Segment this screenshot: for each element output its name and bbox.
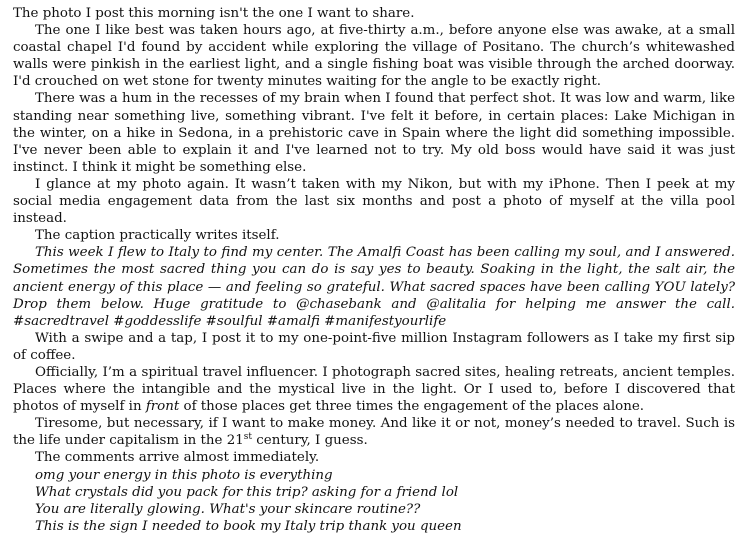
influencer-text-b: of those places get three times the engagement of the places alone. bbox=[179, 399, 645, 415]
paragraph-comments-intro: The comments arrive almost immediately. bbox=[35, 450, 320, 466]
influencer-emphasis: front bbox=[145, 399, 180, 415]
comment-line: omg your energy in this photo is everything bbox=[35, 467, 333, 483]
paragraph-caption-intro: The caption practically writes itself. bbox=[35, 228, 280, 244]
paragraph-capitalism bbox=[13, 415, 735, 449]
paragraph-chapel-photo: The one I like best was taken hours ago, at five-thirty a.m., before anyone else was awake, at a small coastal chapel I'd found by accident while exploring the village of Positano. The church’s whitewashed walls were pinkish in the earliest light, and a single fishing boat was visible through the arched doorway. I'd crouched on wet stone for twenty minutes waiting for the angle to be exactly right. bbox=[13, 23, 735, 90]
paragraph-post: With a swipe and a tap, I post it to my one-point-five million Instagram followers as I take my first sip of coffee. bbox=[13, 330, 735, 363]
paragraph-glance: I glance at my photo again. It wasn’t taken with my Nikon, but with my iPhone. Then I peek at my social media engagement data from the last six months and post a photo of myself at the villa pool instead. bbox=[13, 176, 735, 227]
capitalism-text-b: century, I guess. bbox=[252, 433, 368, 449]
influencer-text-a: Officially, I’m a spiritual travel influencer. I photograph sacred sites, healing retreats, ancient temples. Places where the intangible and the mystical live in the light. Or I used to, before I discovered that photos of myself in bbox=[13, 364, 735, 415]
comment-line: You are literally glowing. What's your skincare routine?? bbox=[35, 501, 421, 517]
capitalism-text-a: Tiresome, but necessary, if I want to make money. And like it or not, money’s needed to travel. Such is the life under capitalism in the 21 bbox=[13, 416, 735, 449]
paragraph-caption: This week I flew to Italy to find my center. The Amalfi Coast has been calling my soul, and I answered. Sometimes the most sacred thing you can do is say yes to beauty. Soaking in the light, the salt air, the ancient energy of this place — and feeling so grateful. What sacred spaces have been calling YOU lately? Drop them below. Huge gratitude to @chasebank and @alitalia for helping me answer the call. #sacredtravel #goddesslife #soulful #amalfi #manifestyourlife bbox=[13, 245, 735, 329]
comment-line: This is the sign I needed to book my Italy trip thank you queen bbox=[35, 518, 462, 534]
paragraph-influencer bbox=[13, 364, 735, 415]
century-superscript: st bbox=[243, 432, 253, 443]
paragraph-opening: The photo I post this morning isn't the one I want to share. bbox=[13, 6, 415, 21]
comment-line: What crystals did you pack for this trip? asking for a friend lol bbox=[35, 484, 459, 500]
paragraph-hum: There was a hum in the recesses of my brain when I found that perfect shot. It was low and warm, like standing near something live, something vibrant. I've felt it before, in certain places: Lake Michigan in the winter, on a hike in Sedona, in a prehistoric cave in Spain where the light did something impossible. I've never been able to explain it and I've learned not to try. My old boss would have said it was just instinct. I think it might be something else. bbox=[13, 91, 735, 175]
